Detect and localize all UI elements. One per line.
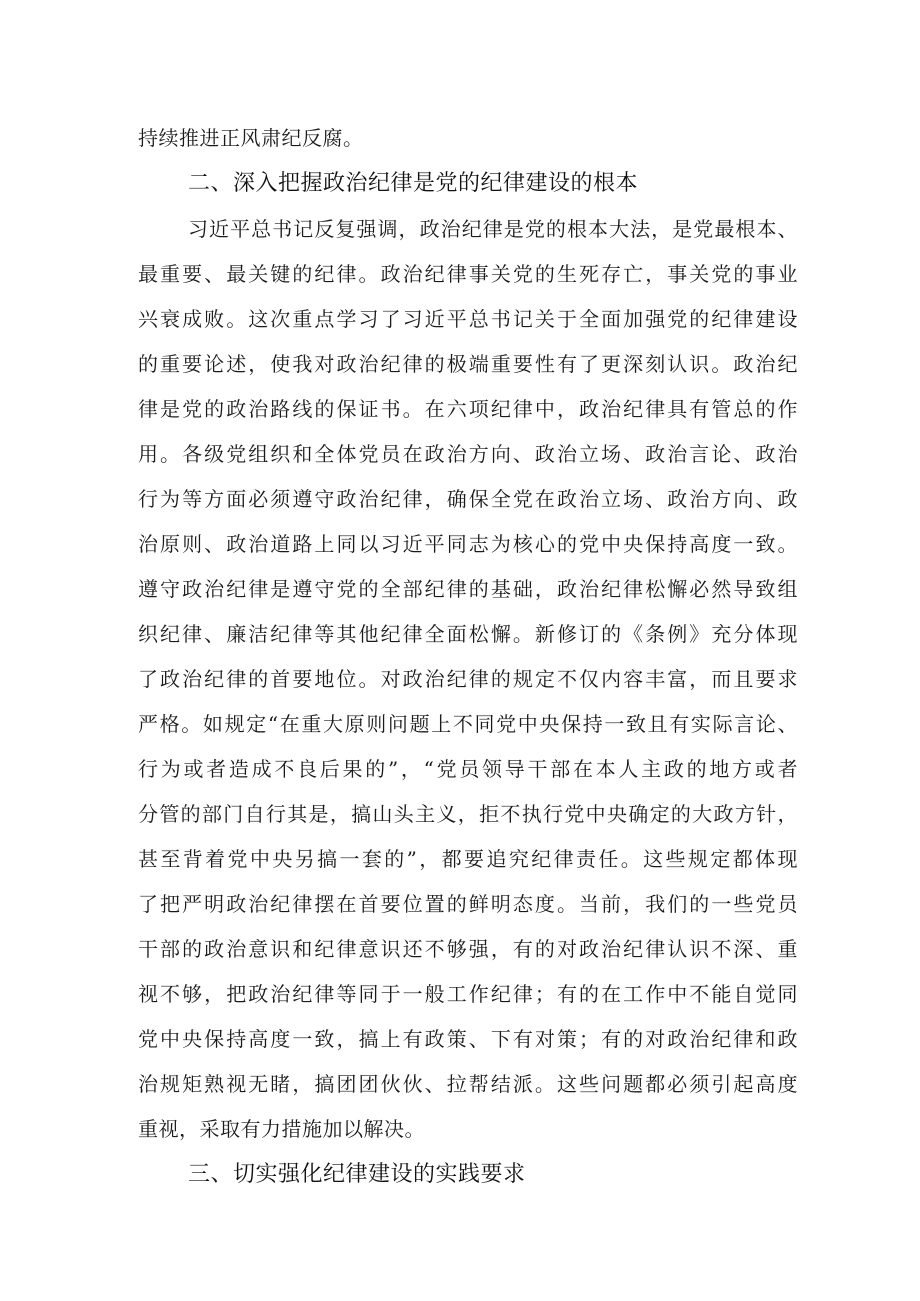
section-2-heading: 二、深入把握政治纪律是党的纪律建设的根本 [188,171,639,196]
paragraph-line: 最重要、最关键的纪律。政治纪律事关党的生死存亡，事关党的事业 [138,262,798,286]
paragraph-line: 了政治纪律的首要地位。对政治纪律的规定不仅内容丰富，而且要求 [138,667,798,691]
paragraph-line: 织纪律、廉洁纪律等其他纪律全面松懈。新修订的《条例》充分体现 [138,622,798,646]
paragraph-line: 重视，采取有力措施加以解决。 [138,1117,425,1141]
section-3-heading: 三、切实强化纪律建设的实践要求 [188,1162,526,1187]
paragraph-line: 干部的政治意识和纪律意识还不够强，有的对政治纪律认识不深、重 [138,937,798,961]
paragraph-line: 分管的部门自行其是，搞山头主义，拒不执行党中央确定的大政方针， [138,802,798,826]
paragraph-line: 视不够，把政治纪律等同于一般工作纪律；有的在工作中不能自觉同 [138,982,798,1006]
paragraph-line: 遵守政治纪律是遵守党的全部纪律的基础，政治纪律松懈必然导致组 [138,577,798,601]
paragraph-line: 的重要论述，使我对政治纪律的极端重要性有了更深刻认识。政治纪 [138,352,798,376]
paragraph-line: 治规矩熟视无睹，搞团团伙伙、拉帮结派。这些问题都必须引起高度 [138,1072,798,1096]
paragraph-line: 行为等方面必须遵守政治纪律，确保全党在政治立场、政治方向、政 [138,487,798,511]
paragraph-line: 了把严明政治纪律摆在首要位置的鲜明态度。当前，我们的一些党员 [138,892,798,916]
paragraph-line: 甚至背着党中央另搞一套的”，都要追究纪律责任。这些规定都体现 [138,847,798,871]
paragraph-line: 律是党的政治路线的保证书。在六项纪律中，政治纪律具有管总的作 [138,397,798,421]
paragraph-line: 兴衰成败。这次重点学习了习近平总书记关于全面加强党的纪律建设 [138,307,798,331]
paragraph-line: 习近平总书记反复强调，政治纪律是党的根本大法，是党最根本、 [188,217,798,241]
paragraph-line: 党中央保持高度一致，搞上有政策、下有对策；有的对政治纪律和政 [138,1027,798,1051]
paragraph-line: 治原则、政治道路上同以习近平同志为核心的党中央保持高度一致。 [138,532,798,556]
paragraph-line: 行为或者造成不良后果的”，“党员领导干部在本人主政的地方或者 [138,757,798,781]
paragraph-line: 严格。如规定“在重大原则问题上不同党中央保持一致且有实际言论、 [138,712,798,736]
paragraph-line: 用。各级党组织和全体党员在政治方向、政治立场、政治言论、政治 [138,442,798,466]
intro-line: 持续推进正风肃纪反腐。 [138,126,364,150]
